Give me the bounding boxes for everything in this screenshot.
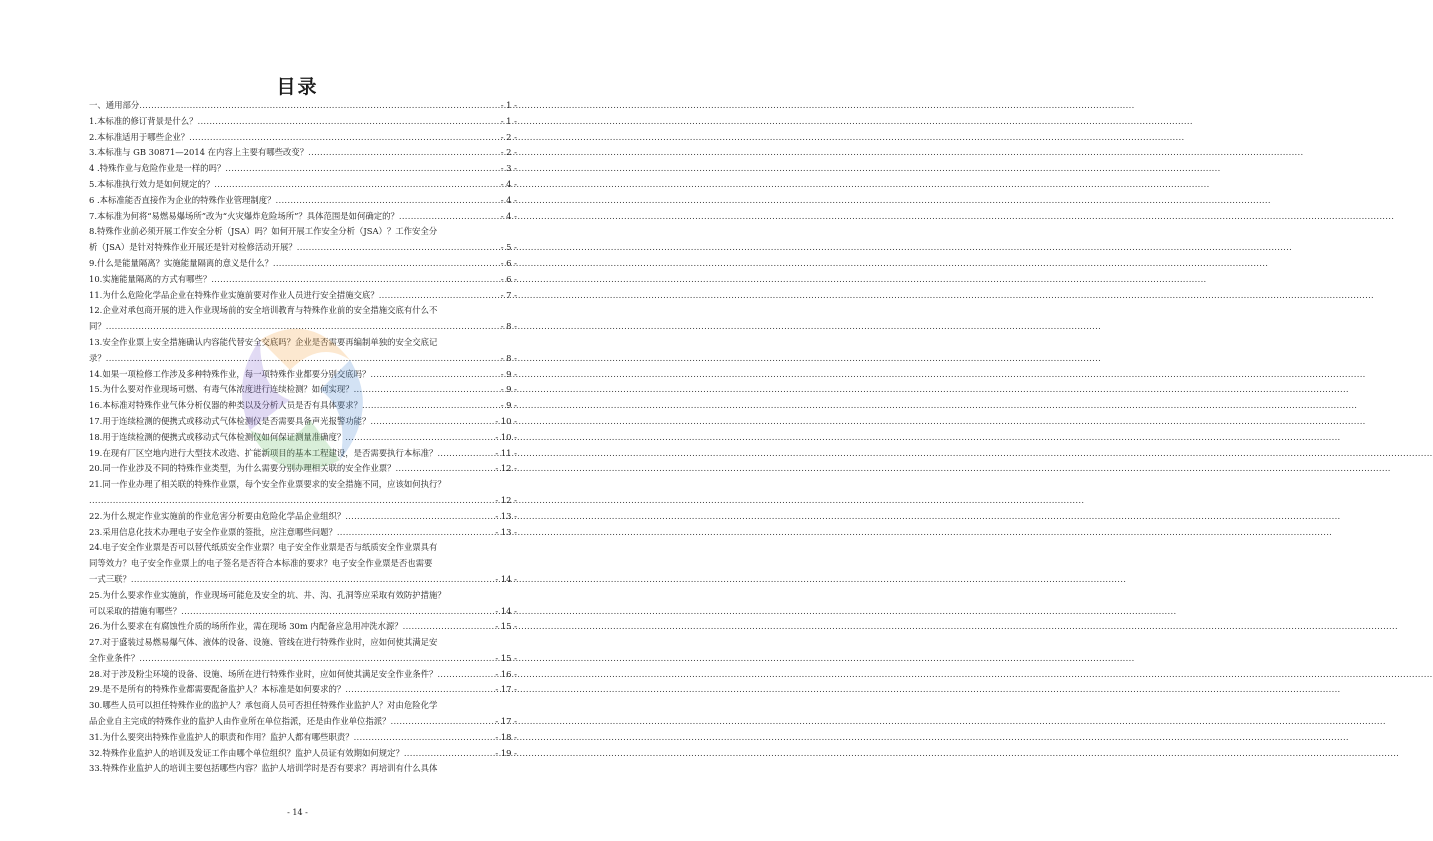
toc-leader-dots bbox=[379, 288, 500, 304]
toc-entry-text: 19.在现有厂区空地内进行大型技术改造、扩能新项目的基本工程建设，是否需要执行本标准？ bbox=[89, 447, 438, 458]
toc-entry[interactable] bbox=[89, 209, 517, 225]
toc-entry-text: 同等效力？电子安全作业票上的电子签名是否符合本标准的要求？电子安全作业票是否也需要 bbox=[89, 558, 433, 569]
toc-entry-text: 20.同一作业涉及不同的特殊作业类型，为什么需要分别办理相关联的安全作业票？ bbox=[89, 463, 396, 474]
toc-entry-text: 21.同一作业办理了相关联的特殊作业票，每个安全作业票要求的安全措施不同，应该如何执行？ bbox=[89, 479, 446, 490]
toc-entry-text: 2.本标准适用于哪些企业？ bbox=[89, 131, 190, 142]
toc-page-number: - 1 - bbox=[500, 100, 517, 110]
toc-leader-dots bbox=[345, 509, 494, 525]
toc-entry-line bbox=[89, 540, 517, 556]
toc-entry-line bbox=[89, 98, 517, 114]
toc-entry-line bbox=[89, 319, 517, 335]
toc-entry[interactable] bbox=[89, 398, 517, 414]
toc-page-number: - 2 - bbox=[500, 131, 517, 142]
toc-page-number: - 13 - bbox=[495, 526, 517, 537]
toc-entry-text: 9.什么是能量隔离？实施能量隔离的意义是什么？ bbox=[89, 257, 273, 268]
toc-page-number: - 8 - bbox=[500, 321, 517, 332]
toc-entry-line bbox=[89, 746, 517, 762]
toc-entry[interactable] bbox=[89, 430, 517, 446]
toc-entry[interactable] bbox=[89, 224, 517, 256]
toc-entry[interactable] bbox=[89, 303, 517, 335]
toc-page-number: - 17 - bbox=[495, 684, 517, 695]
toc-page-number: - 18 - bbox=[495, 731, 517, 742]
toc-leader-dots bbox=[437, 667, 494, 683]
toc-entry[interactable] bbox=[89, 193, 517, 209]
toc-page-number: - 6 - bbox=[500, 273, 517, 284]
toc-entry[interactable] bbox=[89, 161, 517, 177]
toc-leader-dots bbox=[214, 177, 499, 193]
toc-page-number: - 9 - bbox=[500, 368, 517, 379]
toc-page-number: - 4 - bbox=[500, 194, 517, 205]
toc-entry-text: 10.实施能量隔离的方式有哪些？ bbox=[89, 273, 212, 284]
toc-entry-line bbox=[89, 698, 517, 714]
toc-entry-text: 1.本标准的修订背景是什么？ bbox=[89, 115, 198, 126]
toc-entry-text: 录？ bbox=[89, 352, 106, 363]
toc-entry-line bbox=[89, 114, 517, 130]
toc-page-number: - 14 - bbox=[495, 605, 517, 616]
toc-page-number: - 13 - bbox=[495, 510, 517, 521]
toc-entry-line bbox=[89, 761, 517, 777]
toc-entry[interactable] bbox=[89, 335, 517, 367]
toc-leader-dots bbox=[370, 367, 499, 383]
toc-page-number: - 15 - bbox=[495, 652, 517, 663]
toc-entry-line bbox=[89, 525, 517, 541]
toc-entry-line bbox=[89, 730, 517, 746]
toc-leader-dots bbox=[370, 414, 494, 430]
toc-entry[interactable] bbox=[89, 477, 517, 509]
toc-leader-dots bbox=[437, 446, 494, 462]
toc-entry[interactable] bbox=[89, 761, 517, 777]
toc-entry-text: 33.特殊作业监护人的培训主要包括哪些内容？监护人培训学时是否有要求？再培训有什么具体 bbox=[89, 763, 438, 774]
toc-page-number: - 3 - bbox=[500, 163, 517, 174]
toc-entry-text: 同？ bbox=[89, 321, 106, 332]
toc-entry-line bbox=[89, 461, 517, 477]
toc-leader-dots bbox=[404, 746, 495, 762]
toc-entry-text: 29.是不是所有的特殊作业都需要配备监护人？本标准是如何要求的？ bbox=[89, 684, 346, 695]
toc-leader-dots bbox=[106, 319, 500, 335]
toc-page-number: - 7 - bbox=[500, 289, 517, 300]
toc-leader-dots bbox=[181, 604, 494, 620]
toc-page-number: - 6 - bbox=[500, 257, 517, 268]
toc-entry[interactable] bbox=[89, 698, 517, 730]
toc-entry[interactable] bbox=[89, 98, 517, 114]
toc-entry-line bbox=[89, 145, 517, 161]
toc-entry-text: 15.为什么要对作业现场可燃、有毒气体浓度进行连续检测？如何实现？ bbox=[89, 384, 354, 395]
toc-entry[interactable] bbox=[89, 525, 517, 541]
toc-entry[interactable] bbox=[89, 414, 517, 430]
toc-page-number: - 8 - bbox=[500, 352, 517, 363]
toc-entry-text: 析（JSA）是针对特殊作业开展还是针对检修活动开展？ bbox=[89, 242, 297, 253]
toc-entry-line bbox=[89, 477, 517, 493]
toc-entry-line bbox=[89, 414, 517, 430]
toc-entry-text: 6 .本标准能否直接作为企业的特殊作业管理制度？ bbox=[89, 194, 276, 205]
toc-entry-text: 一式三联？ bbox=[89, 573, 131, 584]
toc-leader-dots bbox=[276, 193, 500, 209]
toc-entry-line bbox=[89, 635, 517, 651]
toc-entry-text: 31.为什么要突出特殊作业监护人的职责和作用？监护人都有哪些职责？ bbox=[89, 731, 354, 742]
toc-entry-text: 23.采用信息化技术办理电子安全作业票的签批，应注意哪些问题？ bbox=[89, 526, 337, 537]
toc-entry-line bbox=[89, 493, 517, 509]
toc-entry-text: 一、通用部分 bbox=[89, 100, 140, 110]
toc-leader-dots bbox=[354, 382, 500, 398]
toc-entry-line bbox=[89, 398, 517, 414]
toc-entry-text: 8.特殊作业前必须开展工作安全分析（JSA）吗？如何开展工作安全分析（JSA）？工作安全分 bbox=[89, 226, 438, 237]
toc-entry-line bbox=[89, 714, 517, 730]
toc-leader-dots bbox=[354, 730, 495, 746]
toc-entry-text: 全作业条件？ bbox=[89, 652, 140, 663]
toc-entry[interactable] bbox=[89, 256, 517, 272]
toc-entry-text: 7.本标准为何将“易燃易爆场所”改为“火灾爆炸危险场所”？具体范围是如何确定的？ bbox=[89, 210, 399, 221]
toc-leader-dots bbox=[89, 493, 494, 509]
toc-entry-text: 11.为什么危险化学品企业在特殊作业实施前要对作业人员进行安全措施交底？ bbox=[89, 289, 379, 300]
page-number: - 14 - bbox=[287, 808, 308, 817]
toc-entry-line bbox=[89, 572, 517, 588]
toc-entry[interactable] bbox=[89, 177, 517, 193]
toc-entry-text: 5.本标准执行效力是如何规定的？ bbox=[89, 178, 215, 189]
toc-entry-line bbox=[89, 619, 517, 635]
toc-page-number: - 5 - bbox=[500, 242, 517, 253]
toc-entry-line bbox=[89, 651, 517, 667]
toc-entry-text: 30.哪些人员可以担任特殊作业的监护人？承包商人员可否担任特殊作业监护人？对由危险化学 bbox=[89, 700, 438, 711]
toc-entry[interactable] bbox=[89, 367, 517, 383]
toc-page-number: - 9 - bbox=[500, 400, 517, 411]
toc-entry-text: 25.为什么要求作业实施前，作业现场可能危及安全的坑、井、沟、孔洞等应采取有效防护措施？ bbox=[89, 589, 446, 600]
toc-entry[interactable] bbox=[89, 145, 517, 161]
toc-page-number: - 9 - bbox=[500, 384, 517, 395]
toc-entry-line bbox=[89, 382, 517, 398]
toc-leader-dots bbox=[273, 256, 500, 272]
toc-entry[interactable] bbox=[89, 114, 517, 130]
toc-leader-dots bbox=[345, 430, 494, 446]
toc-entry-text: 24.电子安全作业票是否可以替代纸质安全作业票？电子安全作业票是否与纸质安全作业票具有 bbox=[89, 542, 438, 553]
toc-entry-text: 4 .特殊作业与危险作业是一样的吗？ bbox=[89, 163, 226, 174]
toc-leader-dots bbox=[362, 398, 500, 414]
toc-leader-dots bbox=[131, 572, 494, 588]
toc-entry-line bbox=[89, 177, 517, 193]
toc-leader-dots bbox=[139, 651, 494, 667]
toc-leader-dots bbox=[139, 98, 499, 114]
toc-page-number: - 14 - bbox=[495, 573, 517, 584]
toc-entry[interactable] bbox=[89, 635, 517, 667]
toc-entry-line bbox=[89, 335, 517, 351]
toc-entry-text: 28.对于涉及粉尘环境的设备、设施、场所在进行特殊作业时，应如何使其满足安全作业条件？ bbox=[89, 668, 438, 679]
toc-entry[interactable] bbox=[89, 461, 517, 477]
toc-entry-line bbox=[89, 209, 517, 225]
toc-leader-dots bbox=[198, 114, 500, 130]
toc-entry-line bbox=[89, 509, 517, 525]
toc-entry-text: 27.对于盛装过易燃易爆气体、液体的设备、设施、管线在进行特殊作业时，应如何使其满足安 bbox=[89, 637, 438, 648]
toc-entry[interactable] bbox=[89, 682, 517, 698]
toc-entry-text: 16.本标准对特殊作业气体分析仪器的种类以及分析人员是否有具体要求？ bbox=[89, 400, 362, 411]
toc-leader-dots bbox=[337, 525, 495, 541]
toc-entry[interactable] bbox=[89, 730, 517, 746]
toc-page-number: - 4 - bbox=[500, 210, 517, 221]
toc-page-number: - 15 - bbox=[495, 621, 517, 632]
toc-entry-line bbox=[89, 588, 517, 604]
toc-entry-line bbox=[89, 130, 517, 146]
toc-page-number: - 12 - bbox=[495, 463, 517, 474]
toc-entry-line bbox=[89, 367, 517, 383]
toc-entry-text: 品企业自主完成的特殊作业的监护人由作业所在单位指派，还是由作业单位指派？ bbox=[89, 716, 391, 727]
document-page bbox=[0, 0, 595, 841]
toc-page-number: - 1 - bbox=[500, 115, 517, 126]
toc-entry[interactable] bbox=[89, 540, 517, 587]
toc-entry[interactable] bbox=[89, 272, 517, 288]
toc-entry-text: 可以采取的措施有哪些？ bbox=[89, 605, 182, 616]
toc-entry[interactable] bbox=[89, 667, 517, 683]
toc-entry-line bbox=[89, 272, 517, 288]
toc-page-number: - 4 - bbox=[500, 178, 517, 189]
toc-entry-line bbox=[89, 556, 517, 572]
toc-leader-dots bbox=[211, 272, 499, 288]
toc-entry-text: 3.本标准与 GB 30871—2014 在内容上主要有哪些改变？ bbox=[89, 147, 309, 158]
toc-entry[interactable] bbox=[89, 588, 517, 620]
toc-entry-text: 32.特殊作业监护人的培训及发证工作由哪个单位组织？监护人员证有效期如何规定？ bbox=[89, 747, 404, 758]
toc-entry-line bbox=[89, 288, 517, 304]
toc-entry[interactable] bbox=[89, 509, 517, 525]
toc-entry-line bbox=[89, 240, 517, 256]
toc-page-number: - 19 - bbox=[495, 747, 517, 758]
toc-entry-line bbox=[89, 446, 517, 462]
toc-leader-dots bbox=[297, 240, 500, 256]
toc-entry-line bbox=[89, 430, 517, 446]
toc-entry[interactable] bbox=[89, 619, 517, 635]
toc-entry[interactable] bbox=[89, 382, 517, 398]
toc-page-number: - 10 - bbox=[495, 415, 517, 426]
toc-entry-text: 18.用于连续检测的便携式或移动式气体检测仪如何保证测量准确度？ bbox=[89, 431, 346, 442]
toc-entry-line bbox=[89, 193, 517, 209]
toc-entry[interactable] bbox=[89, 288, 517, 304]
toc-entry-text: 12.企业对承包商开展的进入作业现场前的安全培训教育与特殊作业前的安全措施交底有什么不 bbox=[89, 305, 438, 316]
toc-page-number: - 2 - bbox=[500, 147, 517, 158]
toc-entry-text: 26.为什么要求在有腐蚀性介质的场所作业，需在现场 30m 内配备应急用冲洗水源？ bbox=[89, 621, 403, 632]
toc-leader-dots bbox=[189, 130, 500, 146]
toc-entry-text: 17.用于连续检测的便携式或移动式气体检测仪是否需要具备声光报警功能？ bbox=[89, 415, 371, 426]
toc-leader-dots bbox=[403, 619, 495, 635]
toc-entry[interactable] bbox=[89, 746, 517, 762]
toc-entry-line bbox=[89, 351, 517, 367]
toc-leader-dots bbox=[106, 351, 500, 367]
toc-page-number: - 12 - bbox=[495, 494, 517, 505]
toc-leader-dots bbox=[308, 145, 500, 161]
toc-entry-line bbox=[89, 667, 517, 683]
toc-leader-dots bbox=[399, 209, 500, 225]
toc-entry[interactable] bbox=[89, 446, 517, 462]
toc-entry[interactable] bbox=[89, 130, 517, 146]
toc-entry-line bbox=[89, 303, 517, 319]
toc-entry-line bbox=[89, 256, 517, 272]
toc-leader-dots bbox=[225, 161, 499, 177]
page-title: 目录 bbox=[276, 76, 319, 98]
toc-entry-text: 14.如果一项检修工作涉及多种特殊作业，每一项特殊作业都要分别交底吗？ bbox=[89, 368, 371, 379]
toc-entry-line bbox=[89, 682, 517, 698]
table-of-contents bbox=[89, 98, 517, 777]
toc-entry-text: 13.安全作业票上安全措施确认内容能代替安全交底吗？企业是否需要再编制单独的安全交底记 bbox=[89, 336, 438, 347]
toc-leader-dots bbox=[395, 461, 494, 477]
toc-page-number: - 17 - bbox=[495, 716, 517, 727]
toc-entry-line bbox=[89, 161, 517, 177]
toc-page-number: - 16 - bbox=[495, 668, 517, 679]
toc-entry-text: 22.为什么规定作业实施前的作业危害分析要由危险化学品企业组织？ bbox=[89, 510, 346, 521]
toc-entry-line bbox=[89, 224, 517, 240]
toc-entry-line bbox=[89, 604, 517, 620]
toc-page-number: - 10 - bbox=[495, 431, 517, 442]
toc-page-number: - 11 - bbox=[495, 447, 517, 458]
toc-leader-dots bbox=[391, 714, 495, 730]
toc-leader-dots bbox=[345, 682, 494, 698]
